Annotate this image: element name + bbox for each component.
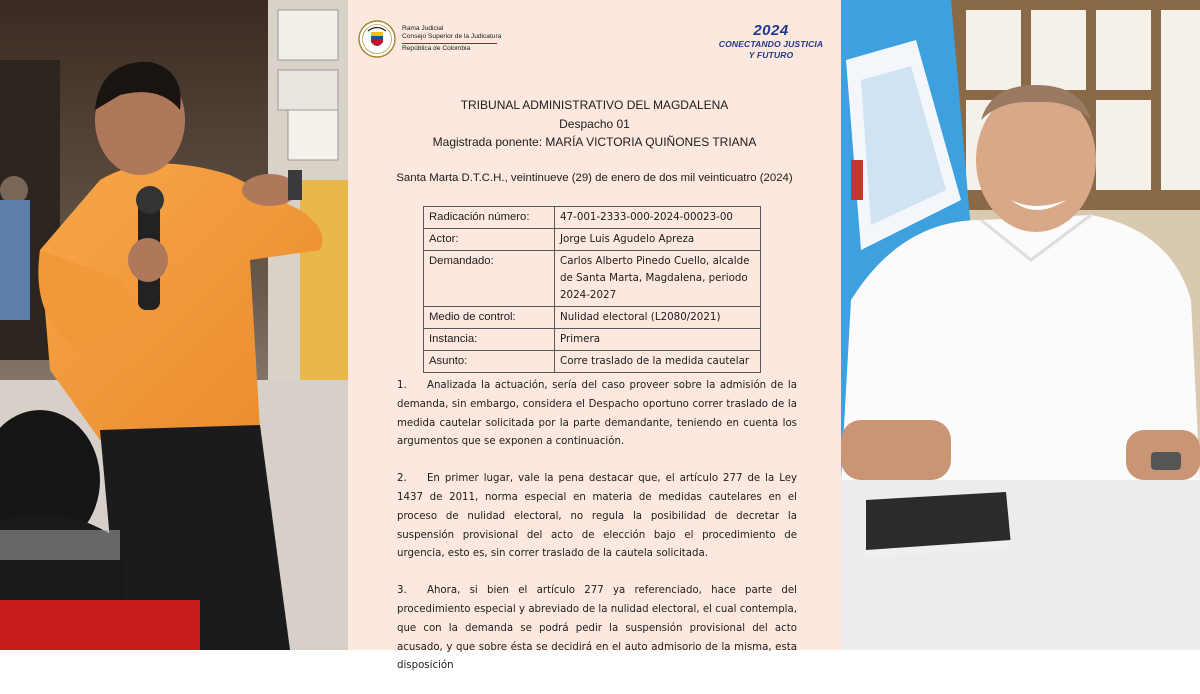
- paragraph-number: 1.: [397, 380, 407, 391]
- case-label: Actor:: [424, 229, 555, 251]
- table-row: [424, 351, 761, 373]
- photo-speaker-orange-shirt: [0, 0, 348, 650]
- institution-line-rama: Rama Judicial: [402, 25, 444, 32]
- institution-divider: [402, 43, 497, 44]
- slogan-line-2: Y FUTURO: [748, 50, 794, 60]
- city-date: Santa Marta D.T.C.H., veintinueve (29) de enero de dos mil veinticuatro (2024): [396, 172, 793, 184]
- case-label: Radicación número:: [424, 207, 555, 229]
- paragraph: [397, 582, 797, 676]
- table-row: [424, 329, 761, 351]
- magistrate-line: [348, 133, 841, 152]
- case-label: Medio de control:: [424, 307, 555, 329]
- case-value: Primera: [555, 329, 761, 351]
- institution-line-republica: República de Colombia: [402, 44, 471, 52]
- case-table: [423, 206, 761, 373]
- case-value: Jorge Luis Agudelo Apreza: [555, 229, 761, 251]
- court-document: [348, 0, 841, 672]
- institution-line-consejo: Consejo Superior de la Judicatura: [402, 33, 502, 41]
- paragraph: [397, 470, 797, 564]
- paragraph-text: En primer lugar, vale la pena destacar que, el artículo 277 de la Ley 1437 de 2011, norma especial en materia de medidas cautelares en el proceso de nulidad electoral, no regula la posibilidad de decretar la suspensión provisional del acto de elección bajo el procedimiento de urgencia, esto es, sin correr traslado de la cautela solicitada.: [397, 473, 797, 560]
- slogan-block: [711, 22, 831, 61]
- document-titles: [348, 96, 841, 152]
- photo-smiling-man-white-shirt: [841, 0, 1200, 650]
- case-value: Nulidad electoral (L2080/2021): [555, 307, 761, 329]
- colombia-coat-of-arms-icon: [358, 20, 396, 58]
- case-label: Instancia:: [424, 329, 555, 351]
- slogan-year: 2024: [753, 22, 789, 39]
- case-value: Carlos Alberto Pinedo Cuello, alcalde de Santa Marta, Magdalena, periodo 2024-2027: [555, 251, 761, 307]
- paragraph-number: 2.: [397, 473, 407, 485]
- paragraph-text: Analizada la actuación, sería del caso proveer sobre la admisión de la demanda, sin embargo, considera el Despacho oportuno correr traslado de la medida cautelar solicitada por la parte demandante, teniendo en cuenta los argumentos que se exponen a continuación.: [397, 380, 797, 448]
- paragraph-number: 3.: [397, 585, 407, 597]
- document-body: [397, 377, 797, 694]
- magistrate-label: Magistrada ponente:: [432, 135, 543, 149]
- paragraph-text: Ahora, si bien el artículo 277 ya referenciado, hace parte del procedimiento especial y abreviado de la nulidad electoral, el cual contempla, que con la demanda se podrá pedir la suspensión provisional del acto acusado, y que sobre ésta se decidirá en el auto admisorio de la misma, esta disposición: [397, 585, 797, 672]
- case-value: 47-001-2333-000-2024-00023-00: [555, 207, 761, 229]
- table-row: [424, 307, 761, 329]
- case-label: Demandado:: [424, 251, 555, 307]
- magistrate-name: MARÍA VICTORIA QUIÑONES TRIANA: [545, 135, 757, 149]
- institution-block: [402, 25, 512, 53]
- table-row: [424, 207, 761, 229]
- office-name: Despacho 01: [559, 116, 630, 131]
- document-header: [348, 0, 841, 80]
- slogan-line-1: CONECTANDO JUSTICIA: [718, 39, 824, 49]
- case-label: Asunto:: [424, 351, 555, 373]
- table-row: [424, 251, 761, 307]
- court-name: TRIBUNAL ADMINISTRATIVO DEL MAGDALENA: [460, 98, 729, 112]
- table-row: [424, 229, 761, 251]
- case-value: Corre traslado de la medida cautelar: [555, 351, 761, 373]
- paragraph: [397, 377, 797, 452]
